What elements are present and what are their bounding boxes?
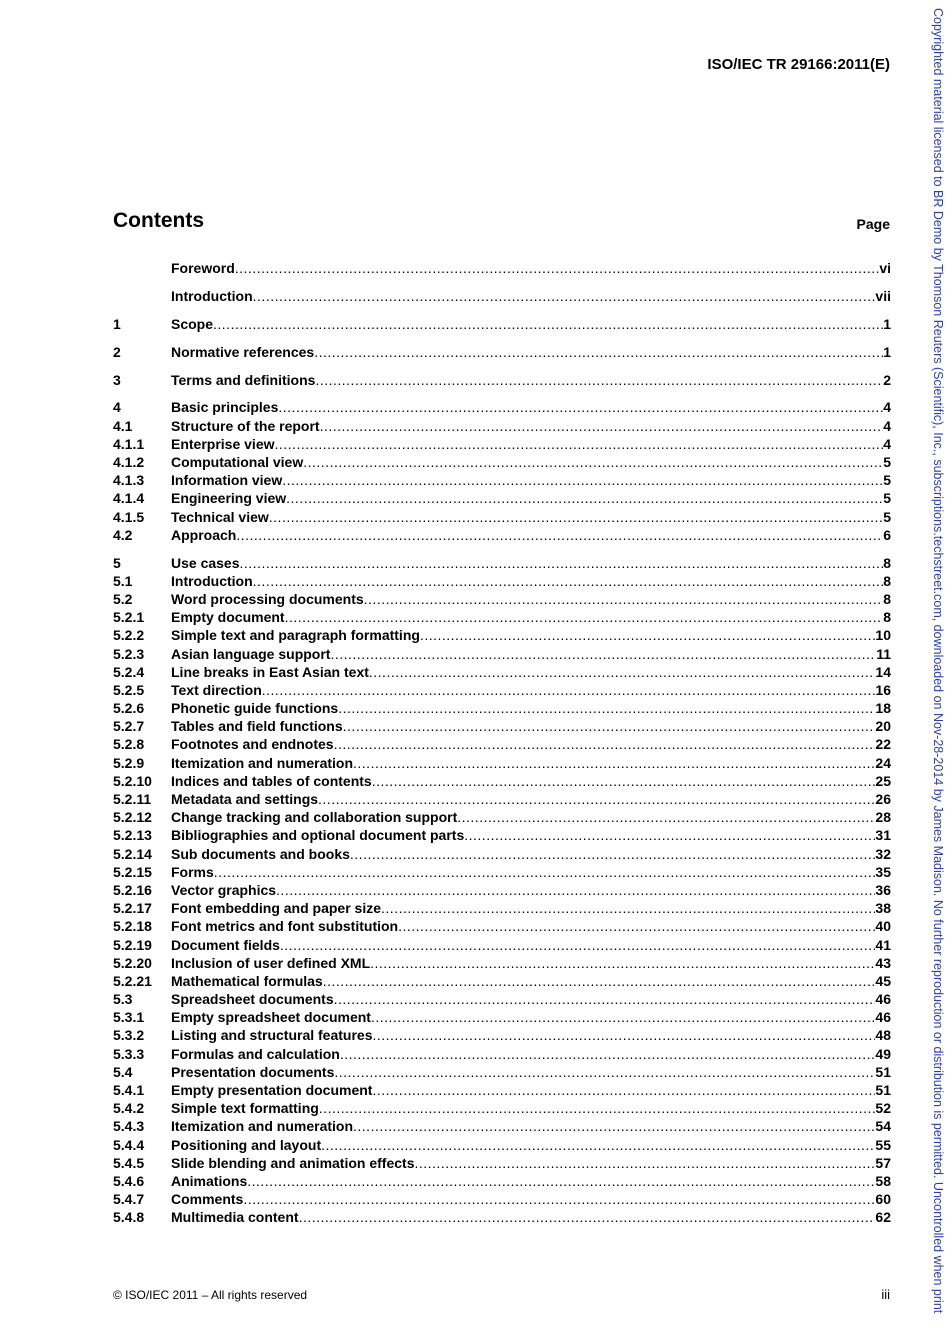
toc-entry-number: 5.4.2 bbox=[113, 1100, 145, 1117]
toc-entry[interactable] bbox=[113, 1136, 891, 1154]
toc-entry-number: 5.3.1 bbox=[113, 1009, 145, 1026]
toc-entry[interactable] bbox=[113, 663, 891, 681]
toc-entry-number: 5.4 bbox=[113, 1063, 133, 1080]
toc-entry-title: Bibliographies and optional document parts bbox=[171, 827, 465, 844]
toc-dot-leader bbox=[330, 645, 876, 663]
toc-entry-page: 41 bbox=[875, 936, 891, 953]
toc-entry-number: 5.2.4 bbox=[113, 663, 145, 680]
toc-entry-title: Empty document bbox=[171, 609, 285, 626]
toc-entry-number: 1 bbox=[113, 315, 121, 332]
toc-entry-number: 5.2.3 bbox=[113, 645, 145, 662]
toc-entry-number: 4 bbox=[113, 399, 121, 416]
toc-entry-page: 60 bbox=[875, 1191, 891, 1208]
toc-entry-page: 1 bbox=[883, 315, 891, 332]
toc-entry-page: 5 bbox=[883, 453, 891, 470]
toc-entry-title: Inclusion of user defined XML bbox=[171, 954, 371, 971]
toc-entry[interactable] bbox=[113, 1008, 891, 1026]
toc-dot-leader bbox=[319, 1099, 876, 1117]
toc-entry-number: 5.4.6 bbox=[113, 1172, 145, 1189]
toc-entry-page: 11 bbox=[876, 645, 891, 662]
toc-entry-number: 4.1.1 bbox=[113, 435, 145, 452]
toc-entry-title: Indices and tables of contents bbox=[171, 772, 372, 789]
toc-dot-leader bbox=[353, 1117, 875, 1135]
toc-entry-title: Itemization and numeration bbox=[171, 1118, 354, 1135]
toc-entry-page: 25 bbox=[875, 772, 891, 789]
toc-entry[interactable] bbox=[113, 717, 891, 735]
toc-entry-title: Normative references bbox=[171, 343, 315, 360]
toc-entry-number: 5.2.19 bbox=[113, 936, 152, 953]
toc-entry[interactable] bbox=[113, 735, 891, 753]
toc-dot-leader bbox=[253, 572, 884, 590]
toc-entry-page: 4 bbox=[883, 435, 891, 452]
toc-entry-page: 8 bbox=[883, 554, 891, 571]
toc-entry[interactable] bbox=[113, 936, 891, 954]
toc-entry-title: Introduction bbox=[171, 287, 253, 304]
toc-entry-title: Asian language support bbox=[171, 645, 331, 662]
toc-dot-leader bbox=[214, 863, 876, 881]
toc-entry[interactable] bbox=[113, 1063, 891, 1081]
toc-entry-number: 5.2.7 bbox=[113, 718, 145, 735]
toc-entry-title: Computational view bbox=[171, 453, 304, 470]
toc-entry[interactable] bbox=[113, 453, 891, 471]
toc-entry[interactable] bbox=[113, 435, 891, 453]
toc-entry-page: 14 bbox=[875, 663, 891, 680]
toc-dot-leader bbox=[338, 699, 875, 717]
toc-entry[interactable] bbox=[113, 1045, 891, 1063]
toc-entry-title: Approach bbox=[171, 526, 237, 543]
toc-entry[interactable] bbox=[113, 259, 891, 277]
toc-entry-page: 16 bbox=[875, 681, 891, 698]
toc-entry-page: 55 bbox=[875, 1136, 891, 1153]
toc-dot-leader bbox=[247, 1172, 875, 1190]
toc-entry-page: 51 bbox=[875, 1063, 891, 1080]
toc-dot-leader bbox=[420, 626, 875, 644]
toc-entry-page: 49 bbox=[875, 1045, 891, 1062]
page-title: Contents bbox=[113, 209, 204, 232]
toc-entry-page: 28 bbox=[875, 809, 891, 826]
toc-entry-number: 3 bbox=[113, 371, 121, 388]
toc-entry-number: 5.2.9 bbox=[113, 754, 145, 771]
toc-dot-leader bbox=[320, 417, 884, 435]
toc-entry-number: 4.1.5 bbox=[113, 508, 145, 525]
toc-entry-number: 5.2.5 bbox=[113, 681, 145, 698]
toc-entry-page: 31 bbox=[875, 827, 891, 844]
toc-entry[interactable] bbox=[113, 772, 891, 790]
toc-dot-leader bbox=[350, 845, 876, 863]
toc-dot-leader bbox=[280, 936, 876, 954]
toc-dot-leader bbox=[282, 471, 883, 489]
toc-entry[interactable] bbox=[113, 1154, 891, 1172]
table-of-contents bbox=[113, 259, 891, 1227]
toc-dot-leader bbox=[334, 990, 876, 1008]
toc-entry-page: 4 bbox=[883, 399, 891, 416]
toc-dot-leader bbox=[299, 1208, 876, 1226]
toc-entry-number: 5.2.11 bbox=[113, 791, 152, 807]
toc-dot-leader bbox=[303, 453, 883, 471]
toc-dot-leader bbox=[213, 315, 883, 333]
toc-dot-leader bbox=[457, 808, 875, 826]
toc-entry[interactable] bbox=[113, 1026, 891, 1044]
toc-entry[interactable] bbox=[113, 608, 891, 626]
toc-dot-leader bbox=[334, 1063, 875, 1081]
toc-entry-number: 5.2.16 bbox=[113, 881, 152, 898]
toc-entry-title: Information view bbox=[171, 472, 283, 489]
toc-entry-page: 32 bbox=[875, 845, 891, 862]
toc-entry-title: Foreword bbox=[171, 260, 235, 276]
toc-entry[interactable] bbox=[113, 845, 891, 863]
toc-entry-number: 4.1.3 bbox=[113, 472, 145, 489]
toc-entry[interactable] bbox=[113, 417, 891, 435]
toc-entry[interactable] bbox=[113, 315, 891, 333]
toc-entry-page: 40 bbox=[875, 918, 891, 935]
toc-entry-number: 5.2.8 bbox=[113, 736, 145, 753]
toc-entry-page: 54 bbox=[875, 1118, 891, 1135]
toc-entry[interactable] bbox=[113, 790, 891, 808]
toc-entry-title: Metadata and settings bbox=[171, 791, 319, 807]
toc-entry[interactable] bbox=[113, 287, 891, 305]
toc-dot-leader bbox=[236, 526, 883, 544]
toc-entry[interactable] bbox=[113, 371, 891, 389]
footer-page-number: iii bbox=[881, 1287, 890, 1302]
toc-dot-leader bbox=[464, 826, 875, 844]
toc-entry[interactable] bbox=[113, 1208, 891, 1226]
toc-entry-title: Footnotes and endnotes bbox=[171, 736, 334, 753]
toc-entry-page: 20 bbox=[875, 718, 891, 735]
toc-entry-page: 8 bbox=[883, 590, 891, 607]
toc-entry-number: 5.2.6 bbox=[113, 700, 145, 717]
toc-entry-title: Basic principles bbox=[171, 399, 279, 416]
toc-entry-number: 5.3 bbox=[113, 991, 133, 1008]
page-column-label: Page bbox=[856, 216, 890, 232]
toc-entry-number: 5.2.14 bbox=[113, 845, 152, 862]
toc-entry-number: 5.2.12 bbox=[113, 809, 152, 826]
toc-entry-number: 5.4.3 bbox=[113, 1118, 145, 1135]
toc-dot-leader bbox=[285, 608, 884, 626]
toc-entry-page: 5 bbox=[883, 490, 891, 507]
toc-dot-leader bbox=[269, 508, 883, 526]
toc-entry[interactable] bbox=[113, 826, 891, 844]
toc-dot-leader bbox=[315, 371, 883, 389]
toc-entry-page: 46 bbox=[875, 1009, 891, 1026]
toc-entry-page: 10 bbox=[875, 627, 891, 644]
toc-dot-leader bbox=[353, 754, 875, 772]
toc-entry-page: 6 bbox=[883, 526, 891, 543]
toc-entry-title: Font embedding and paper size bbox=[171, 900, 382, 917]
toc-dot-leader bbox=[243, 1190, 875, 1208]
toc-dot-leader bbox=[262, 681, 876, 699]
toc-entry-page: vi bbox=[879, 260, 891, 276]
toc-entry-title: Slide blending and animation effects bbox=[171, 1154, 415, 1171]
toc-dot-leader bbox=[253, 287, 876, 305]
toc-entry-title: Line breaks in East Asian text bbox=[171, 663, 369, 680]
toc-entry[interactable] bbox=[113, 471, 891, 489]
toc-entry[interactable] bbox=[113, 1172, 891, 1190]
toc-entry-number: 5.2.10 bbox=[113, 772, 152, 789]
toc-entry[interactable] bbox=[113, 954, 891, 972]
toc-dot-leader bbox=[340, 1045, 876, 1063]
toc-entry-number: 5.4.7 bbox=[113, 1191, 145, 1208]
toc-entry-title: Change tracking and collaboration support bbox=[171, 809, 458, 826]
toc-entry-number: 5.3.3 bbox=[113, 1045, 145, 1062]
toc-entry-title: Itemization and numeration bbox=[171, 754, 354, 771]
toc-entry-page: 43 bbox=[875, 954, 891, 971]
toc-entry-number: 5.1 bbox=[113, 572, 133, 589]
toc-entry[interactable] bbox=[113, 526, 891, 544]
toc-dot-leader bbox=[343, 717, 876, 735]
toc-entry-title: Document fields bbox=[171, 936, 280, 953]
toc-entry-page: 62 bbox=[875, 1209, 891, 1226]
toc-entry[interactable] bbox=[113, 1099, 891, 1117]
toc-dot-leader bbox=[371, 1008, 875, 1026]
toc-entry-title: Comments bbox=[171, 1191, 244, 1208]
copyright-watermark: Copyrighted material licensed to BR Demo by Thomson Reuters (Scientific), Inc., subscriptions.techstreet.com, downloaded on Nov-28-2014 by James Madison. No further reproduction or distribution is permitted. Uncontrolled when print bbox=[931, 8, 945, 1314]
toc-entry-title: Spreadsheet documents bbox=[171, 991, 334, 1008]
toc-entry-number: 5 bbox=[113, 554, 121, 571]
toc-entry-title: Forms bbox=[171, 863, 214, 880]
toc-entry-title: Font metrics and font substitution bbox=[171, 918, 399, 935]
toc-entry-title: Simple text and paragraph formatting bbox=[171, 627, 420, 644]
toc-entry-title: Tables and field functions bbox=[171, 718, 343, 735]
toc-entry[interactable] bbox=[113, 398, 891, 416]
toc-entry[interactable] bbox=[113, 917, 891, 935]
toc-dot-leader bbox=[318, 790, 875, 808]
toc-entry[interactable] bbox=[113, 1190, 891, 1208]
toc-entry-title: Introduction bbox=[171, 572, 253, 589]
toc-entry-number: 5.2.21 bbox=[113, 972, 152, 989]
toc-entry-page: 5 bbox=[883, 508, 891, 525]
toc-entry-number: 2 bbox=[113, 343, 121, 360]
toc-entry-number: 5.2 bbox=[113, 590, 133, 607]
toc-dot-leader bbox=[321, 1136, 875, 1154]
toc-entry-title: Enterprise view bbox=[171, 435, 275, 452]
toc-entry-title: Structure of the report bbox=[171, 417, 320, 434]
toc-entry-page: 57 bbox=[875, 1154, 891, 1171]
toc-entry[interactable] bbox=[113, 626, 891, 644]
toc-dot-leader bbox=[398, 917, 875, 935]
toc-entry-title: Empty spreadsheet document bbox=[171, 1009, 371, 1026]
toc-entry-page: 26 bbox=[875, 791, 891, 807]
toc-entry-page: vii bbox=[875, 287, 891, 304]
document-id-header: ISO/IEC TR 29166:2011(E) bbox=[707, 56, 890, 73]
toc-entry-title: Animations bbox=[171, 1172, 248, 1189]
toc-entry-page: 8 bbox=[883, 609, 891, 626]
toc-entry-number: 5.2.1 bbox=[113, 609, 145, 626]
toc-dot-leader bbox=[369, 663, 876, 681]
toc-dot-leader bbox=[372, 772, 876, 790]
toc-entry-page: 1 bbox=[883, 343, 891, 360]
toc-entry[interactable] bbox=[113, 863, 891, 881]
toc-entry-title: Phonetic guide functions bbox=[171, 700, 339, 717]
toc-entry-title: Empty presentation document bbox=[171, 1082, 373, 1098]
toc-entry-page: 38 bbox=[875, 900, 891, 917]
toc-entry-page: 51 bbox=[875, 1082, 891, 1098]
toc-entry-page: 52 bbox=[875, 1100, 891, 1117]
toc-entry[interactable] bbox=[113, 681, 891, 699]
toc-entry-page: 45 bbox=[875, 972, 891, 989]
toc-dot-leader bbox=[372, 1026, 875, 1044]
toc-entry-title: Scope bbox=[171, 315, 214, 332]
toc-entry[interactable] bbox=[113, 590, 891, 608]
toc-entry[interactable] bbox=[113, 645, 891, 663]
toc-entry-number: 5.2.17 bbox=[113, 900, 152, 917]
toc-entry-number: 5.2.20 bbox=[113, 954, 152, 971]
toc-entry-page: 18 bbox=[875, 700, 891, 717]
toc-entry[interactable] bbox=[113, 972, 891, 990]
toc-entry[interactable] bbox=[113, 1081, 891, 1099]
toc-entry[interactable] bbox=[113, 489, 891, 507]
toc-entry-title: Technical view bbox=[171, 508, 269, 525]
toc-entry[interactable] bbox=[113, 808, 891, 826]
toc-entry[interactable] bbox=[113, 699, 891, 717]
toc-entry-title: Multimedia content bbox=[171, 1209, 299, 1226]
toc-dot-leader bbox=[370, 954, 875, 972]
toc-entry-page: 22 bbox=[875, 736, 891, 753]
toc-entry[interactable] bbox=[113, 899, 891, 917]
toc-entry-title: Word processing documents bbox=[171, 590, 364, 607]
toc-entry-number: 5.4.8 bbox=[113, 1209, 145, 1226]
toc-dot-leader bbox=[334, 735, 876, 753]
toc-entry-title: Positioning and layout bbox=[171, 1136, 322, 1153]
toc-entry-title: Engineering view bbox=[171, 490, 287, 507]
toc-entry-number: 5.2.2 bbox=[113, 627, 145, 644]
toc-dot-leader bbox=[364, 590, 884, 608]
toc-dot-leader bbox=[314, 343, 883, 361]
toc-entry-title: Formulas and calculation bbox=[171, 1045, 340, 1062]
toc-entry-number: 5.2.15 bbox=[113, 863, 152, 880]
toc-entry-title: Listing and structural features bbox=[171, 1027, 373, 1044]
toc-entry-title: Terms and definitions bbox=[171, 371, 316, 388]
toc-entry-page: 35 bbox=[875, 863, 891, 880]
toc-entry-page: 5 bbox=[883, 472, 891, 489]
toc-dot-leader bbox=[278, 398, 883, 416]
toc-entry[interactable] bbox=[113, 1117, 891, 1135]
toc-dot-leader bbox=[372, 1081, 875, 1099]
toc-entry-page: 4 bbox=[883, 417, 891, 434]
toc-entry-page: 36 bbox=[875, 881, 891, 898]
toc-entry-number: 4.2 bbox=[113, 526, 133, 543]
toc-dot-leader bbox=[276, 881, 875, 899]
toc-entry-number: 5.2.18 bbox=[113, 918, 152, 935]
toc-entry-number: 5.4.5 bbox=[113, 1154, 145, 1171]
toc-entry-page: 8 bbox=[883, 572, 891, 589]
toc-entry[interactable] bbox=[113, 554, 891, 572]
toc-entry-page: 46 bbox=[875, 991, 891, 1008]
toc-entry-number: 5.2.13 bbox=[113, 827, 152, 844]
toc-entry-number: 4.1.4 bbox=[113, 490, 145, 507]
toc-entry-number: 5.4.4 bbox=[113, 1136, 145, 1153]
toc-entry[interactable] bbox=[113, 343, 891, 361]
toc-dot-leader bbox=[414, 1154, 875, 1172]
toc-entry-title: Use cases bbox=[171, 554, 240, 571]
toc-entry-number: 5.3.2 bbox=[113, 1027, 145, 1044]
toc-entry-page: 24 bbox=[875, 754, 891, 771]
toc-entry-page: 58 bbox=[875, 1172, 891, 1189]
toc-entry-number: 4.1.2 bbox=[113, 453, 145, 470]
toc-entry-title: Sub documents and books bbox=[171, 845, 350, 862]
toc-entry-page: 2 bbox=[883, 371, 891, 388]
toc-dot-leader bbox=[286, 489, 883, 507]
toc-entry-title: Text direction bbox=[171, 681, 262, 698]
toc-entry-number: 4.1 bbox=[113, 417, 133, 434]
toc-dot-leader bbox=[235, 259, 880, 277]
toc-entry[interactable] bbox=[113, 881, 891, 899]
footer-copyright: © ISO/IEC 2011 – All rights reserved bbox=[113, 1288, 308, 1302]
toc-entry-title: Mathematical formulas bbox=[171, 972, 323, 989]
toc-entry[interactable] bbox=[113, 990, 891, 1008]
toc-entry-number: 5.4.1 bbox=[113, 1082, 145, 1098]
toc-dot-leader bbox=[323, 972, 876, 990]
toc-dot-leader bbox=[275, 435, 884, 453]
toc-entry[interactable] bbox=[113, 572, 891, 590]
toc-entry-title: Vector graphics bbox=[171, 881, 277, 898]
toc-dot-leader bbox=[240, 554, 884, 572]
toc-entry-title: Simple text formatting bbox=[171, 1100, 319, 1117]
toc-entry[interactable] bbox=[113, 754, 891, 772]
toc-entry[interactable] bbox=[113, 508, 891, 526]
toc-dot-leader bbox=[381, 899, 875, 917]
toc-entry-page: 48 bbox=[875, 1027, 891, 1044]
toc-entry-title: Presentation documents bbox=[171, 1063, 335, 1080]
